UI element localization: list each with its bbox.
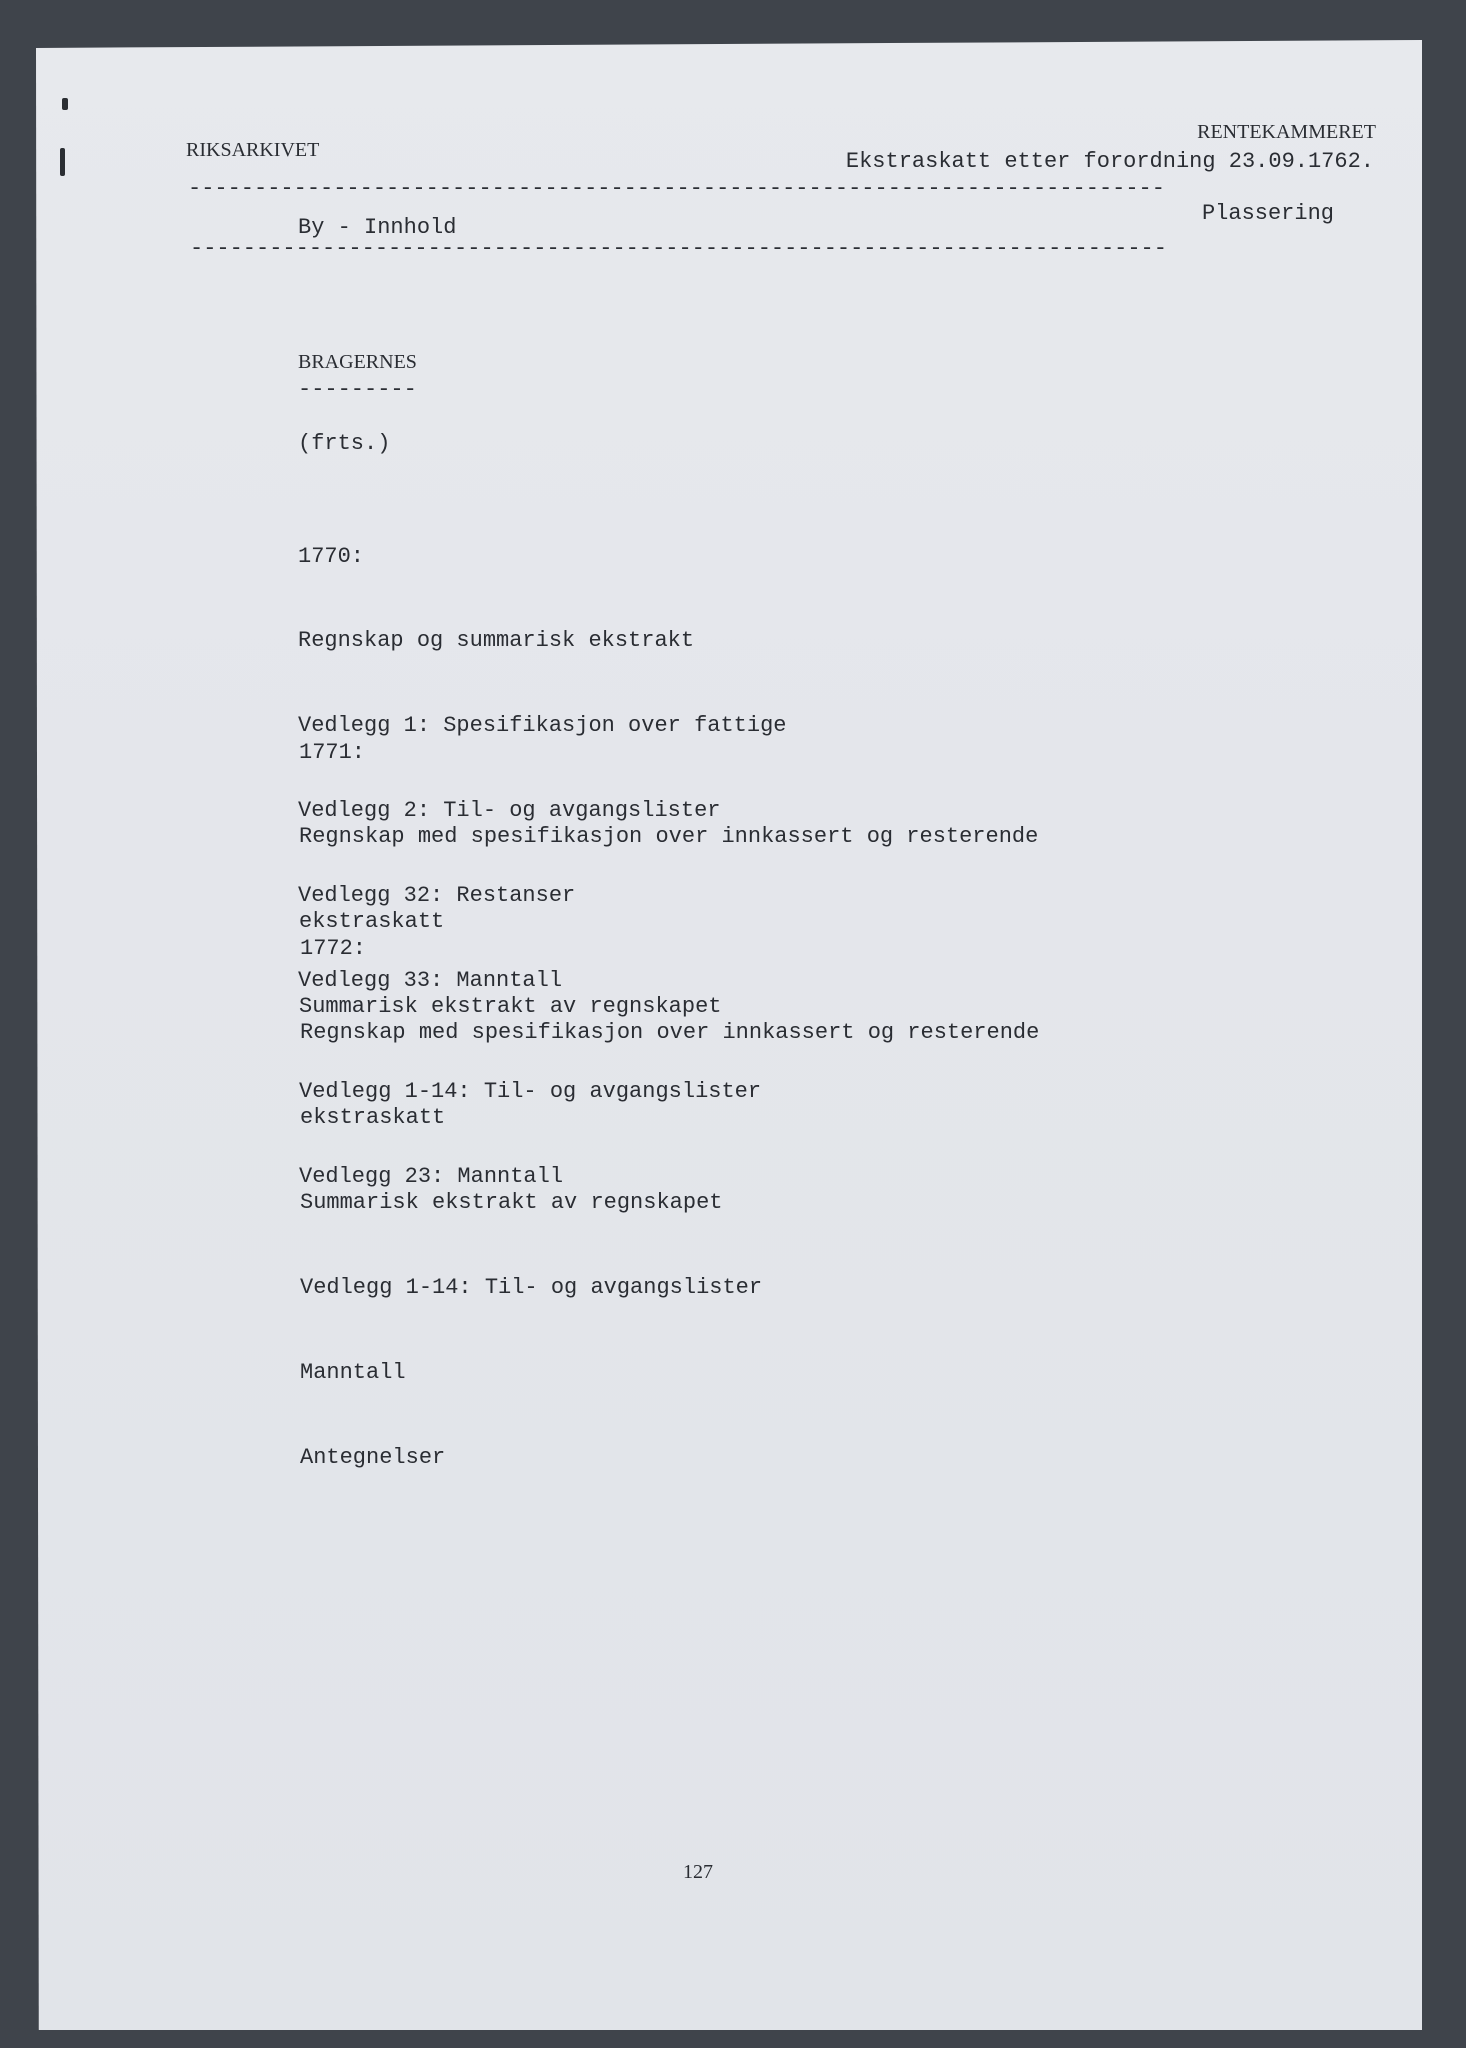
year-block-1772 — [300, 878, 1039, 1501]
binder-mark — [62, 98, 68, 110]
year-heading: 1770: — [298, 543, 365, 569]
entry-line: ekstraskatt — [299, 909, 445, 935]
entry-line: Vedlegg 1-14: Til- og avgangslister — [300, 1275, 763, 1301]
binder-mark — [60, 148, 65, 176]
entry-line: Antegnelser — [300, 1444, 446, 1470]
column-header-contents: By - Innhold — [298, 215, 457, 240]
entry-line: Vedlegg 1-14: Til- og avgangslister — [299, 1079, 762, 1105]
entry-line: Regnskap med spesifikasjon over innkassert og resterende — [300, 1020, 1040, 1046]
year-heading: 1772: — [300, 935, 367, 961]
header-rule-bottom: -------------------------------------------------------------------------- — [190, 236, 1167, 261]
document-subtitle: Ekstraskatt etter forordning 23.09.1762. — [845, 149, 1374, 174]
section-title-underline: --------- — [298, 377, 417, 402]
entry-line: Summarisk ekstrakt av regnskapet — [300, 1190, 723, 1216]
entry-line: Vedlegg 2: Til- og avgangslister — [298, 798, 721, 824]
column-header-location: Plassering — [1201, 201, 1334, 226]
archive-title: RIKSARKIVET — [186, 139, 320, 161]
year-heading: 1771: — [299, 739, 366, 765]
department-title: RENTEKAMMERET — [1197, 121, 1376, 143]
entry-line: Vedlegg 1: Spesifikasjon over fattige — [298, 713, 787, 739]
entry-line: Regnskap og summarisk ekstrakt — [298, 628, 695, 654]
entry-line: Regnskap med spesifikasjon over innkassert og resterende — [299, 824, 1039, 850]
entry-line: Summarisk ekstrakt av regnskapet — [299, 994, 722, 1020]
page-number: 127 — [683, 1861, 713, 1883]
section-title: BRAGERNES — [298, 351, 417, 373]
entry-line: ekstraskatt — [300, 1105, 446, 1131]
header-rule-top: -------------------------------------------------------------------------- — [188, 176, 1165, 201]
entry-line: Vedlegg 23: Manntall — [299, 1164, 564, 1190]
entry-line: Vedlegg 33: Manntall — [298, 968, 563, 994]
continued-note: (frts.) — [298, 431, 391, 456]
entry-line: Manntall — [300, 1360, 406, 1386]
entry-line: Vedlegg 32: Restanser — [298, 883, 576, 909]
